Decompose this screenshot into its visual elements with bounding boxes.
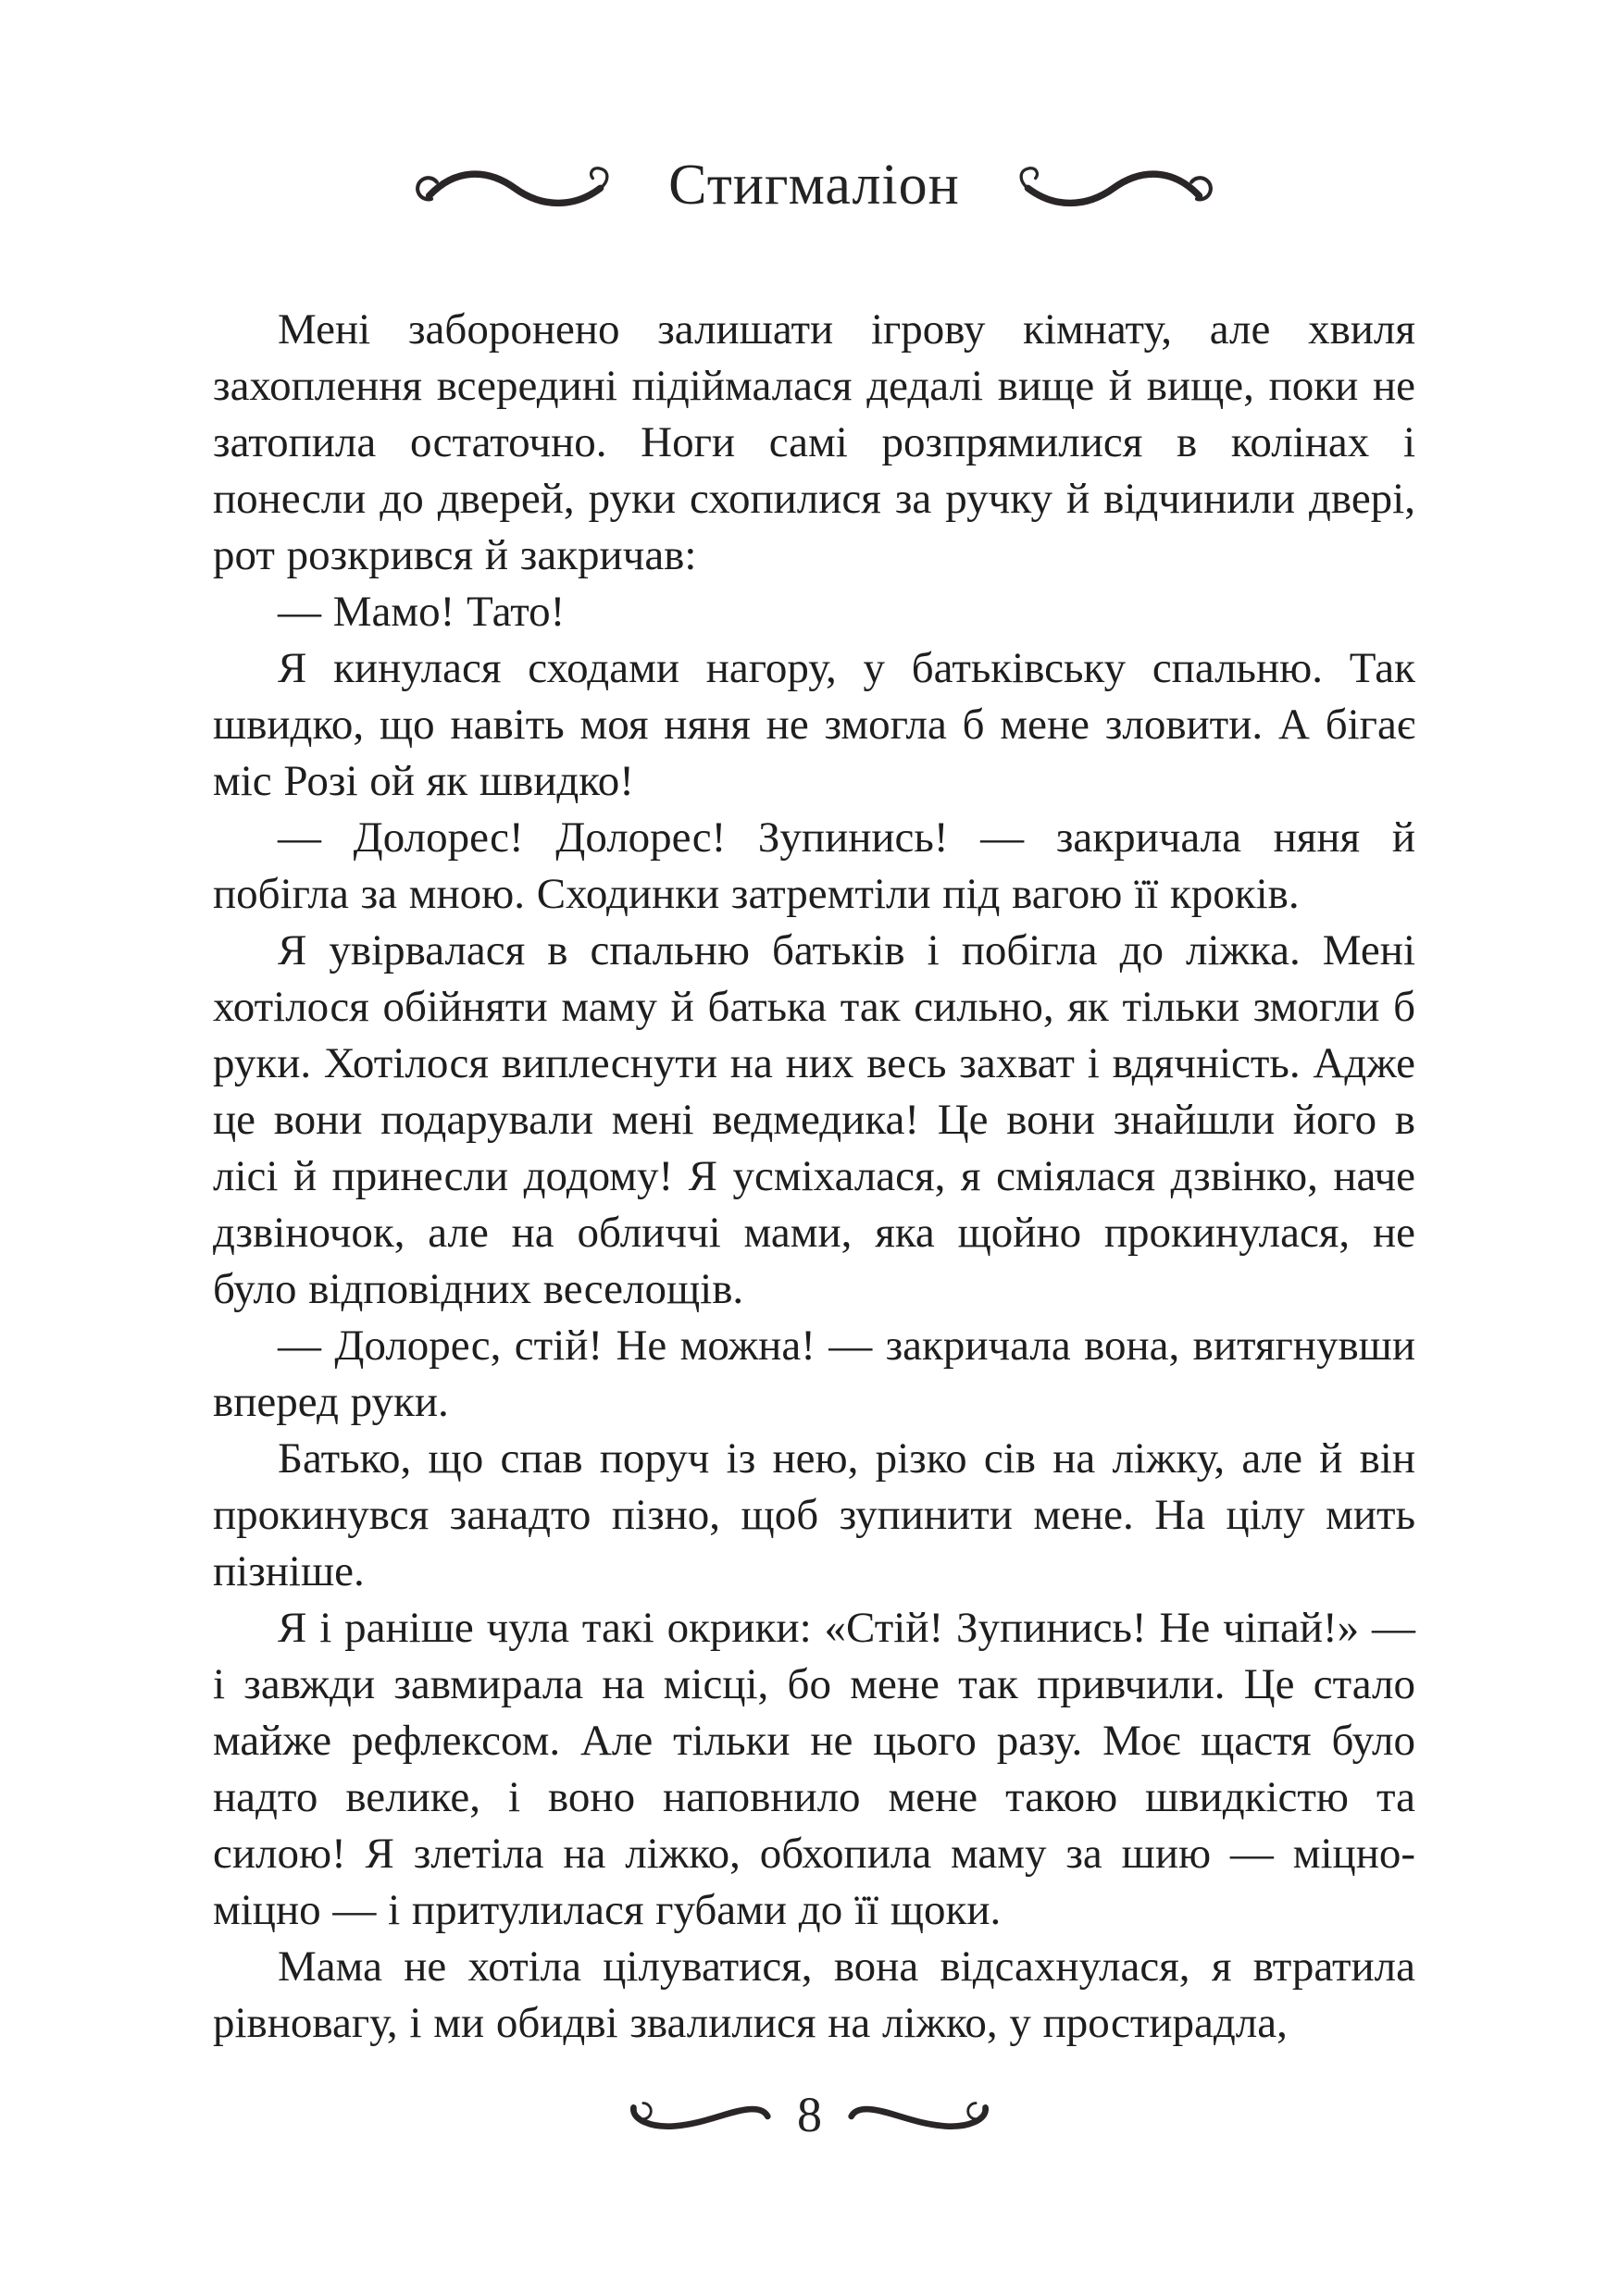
page-number: 8 bbox=[797, 2087, 822, 2142]
footer-swash-right-icon bbox=[846, 2094, 996, 2135]
body-paragraph: — Мамо! Тато! bbox=[278, 588, 566, 636]
header-flourish-right-icon bbox=[988, 150, 1221, 220]
running-head bbox=[213, 150, 1415, 220]
body-paragraph: Мама не хотіла цілуватися, вона відсахнулася, я втратила рівновагу, і ми обидві звалилися на ліжко, у простирадла, bbox=[213, 1942, 1415, 2047]
body-paragraph: Я і раніше чула такі окрики: «Стій! Зупинись! Не чіпай!» — і завжди завмирала на місці, бо мене так привчили. Це стало майже рефлексом. Але тільки не цього разу. Моє щастя було надто велике, і воно наповнило мене такою швидкістю та силою! Я злетіла на ліжко, обхопила маму за шию — міцно-міцно — і притулилася губами до її щоки. bbox=[213, 1604, 1415, 1934]
page-title: Стигмаліон bbox=[668, 154, 960, 217]
body-paragraph: — Долорес! Долорес! Зупинись! — закричала няня й побігла за мною. Сходинки затремтіли під вагою її кроків. bbox=[213, 813, 1415, 918]
body-paragraph: Я кинулася сходами нагору, у батьківську спальню. Так швидко, що навіть моя няня не змогла б мене зловити. А бігає міс Розі ой як швидко! bbox=[213, 644, 1415, 805]
header-flourish-left-icon bbox=[407, 150, 641, 220]
body-paragraph: Батько, що спав поруч із нею, різко сів на ліжку, але й він прокинувся занадто пізно, щоб зупинити мене. На цілу мить пізніше. bbox=[213, 1434, 1415, 1595]
body-paragraph: Я увірвалася в спальню батьків і побігла до ліжка. Мені хотілося обійняти маму й батька так сильно, як тільки змогли б руки. Хотілося виплеснути на них весь захват і вдячність. Адже це вони подарували мені ведмедика! Це вони знайшли його в лісі й принесли додому! Я усміхалася, я сміялася дзвінко, наче дзвіночок, але на обличчі мами, яка щойно прокинулася, не було відповідних веселощів. bbox=[213, 926, 1415, 1313]
body-paragraph: — Долорес, стій! Не можна! — закричала вона, витягнувши вперед руки. bbox=[213, 1322, 1415, 1426]
body-text bbox=[213, 302, 1415, 2052]
page-footer bbox=[0, 2087, 1619, 2142]
footer-swash-left-icon bbox=[623, 2094, 773, 2135]
body-paragraph: Мені заборонено залишати ігрову кімнату, але хвиля захоплення всередині підіймалася дедалі вище й вище, поки не затопила остаточно. Ноги самі розпрямилися в колінах і понесли до дверей, руки схопилися за ручку й відчинили двері, рот розкрився й закричав: bbox=[213, 305, 1415, 579]
